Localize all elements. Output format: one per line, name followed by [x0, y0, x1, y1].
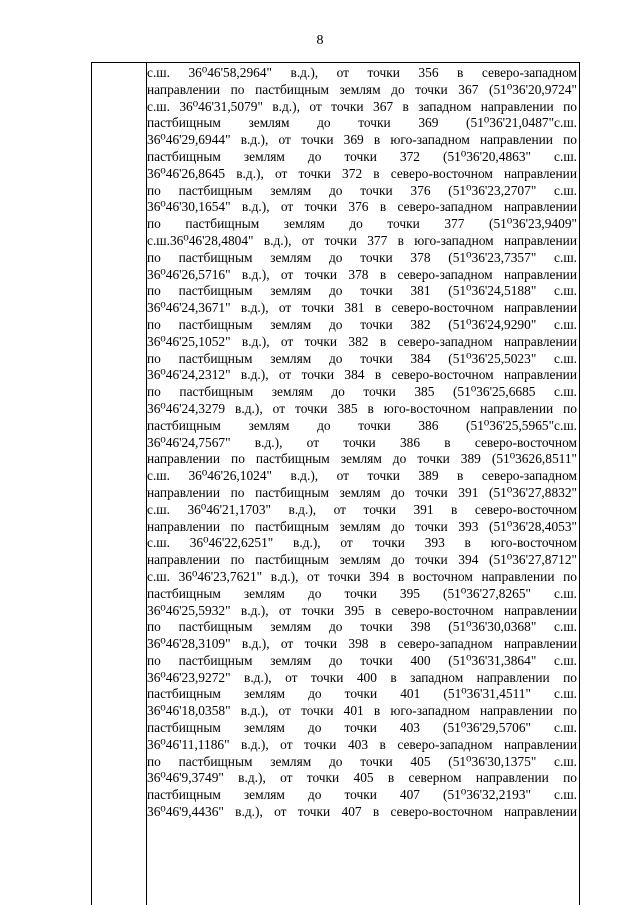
description-column	[147, 65, 577, 821]
text-line: 36⁰46'24,2312" в.д.), от точки 384 в северо-восточном направлении	[147, 367, 577, 383]
text-line: 36⁰46'24,3671" в.д.), от точки 381 в северо-восточном направлении	[147, 300, 577, 316]
text-line: 36⁰46'9,4436" в.д.), от точки 407 в северо-восточном направлении	[147, 804, 577, 820]
text-line: направлении по пастбищным землям до точки 393 (51⁰36'28,4053"	[147, 518, 577, 534]
text-line: по пастбищным землям до точки 382 (51⁰36'24,9290" с.ш.	[147, 316, 577, 332]
text-line: направлении по пастбищным землям до точки 394 (51⁰36'27,8712"	[147, 552, 577, 568]
text-line: пастбищным землям до точки 395 (51⁰36'27,8265" с.ш.	[147, 585, 577, 601]
text-line: направлении по пастбищным землям до точки 391 (51⁰36'27,8832"	[147, 484, 577, 500]
text-line: пастбищным землям до точки 401 (51⁰36'31,4511" с.ш.	[147, 686, 577, 702]
text-line: 36⁰46'24,7567" в.д.), от точки 386 в северо-восточном	[147, 434, 577, 450]
text-line: пастбищным землям до точки 403 (51⁰36'29,5706" с.ш.	[147, 720, 577, 736]
text-line: по пастбищным землям до точки 385 (51⁰36'25,6685 с.ш.	[147, 384, 577, 400]
text-line: направлении по пастбищным землям до точки 367 (51⁰36'20,9724"	[147, 81, 577, 97]
text-line: 36⁰46'23,9272" в.д.), от точки 400 в западном направлении по	[147, 669, 577, 685]
text-line: 36⁰46'26,8645 в.д.), от точки 372 в северо-восточном направлении	[147, 165, 577, 181]
text-line: пастбищным землям до точки 407 (51⁰36'32,2193" с.ш.	[147, 787, 577, 803]
text-line: по пастбищным землям до точки 377 (51⁰36'23,9409"	[147, 216, 577, 232]
text-line: 36⁰46'25,1052" в.д.), от точки 382 в северо-западном направлении	[147, 333, 577, 349]
page-number: 8	[316, 33, 324, 48]
text-line: с.ш. 36⁰46'26,1024" в.д.), от точки 389 в северо-западном	[147, 468, 577, 484]
text-line: направлении по пастбищным землям до точки 389 (51⁰3626,8511"	[147, 451, 577, 467]
text-line: 36⁰46'24,3279 в.д.), от точки 385 в юго-восточном направлении по	[147, 400, 577, 416]
text-line: по пастбищным землям до точки 405 (51⁰36'30,1375" с.ш.	[147, 753, 577, 769]
text-line: по пастбищным землям до точки 381 (51⁰36'24,5188" с.ш.	[147, 283, 577, 299]
text-line: пастбищным землям до точки 369 (51⁰36'21,0487"с.ш.	[147, 115, 577, 131]
text-line: по пастбищным землям до точки 376 (51⁰36'23,2707" с.ш.	[147, 182, 577, 198]
text-line: 36⁰46'9,3749" в.д.), от точки 405 в северном направлении по	[147, 770, 577, 786]
text-line: с.ш. 36⁰46'58,2964" в.д.), от точки 356 в северо-западном	[147, 65, 577, 80]
text-line: 36⁰46'30,1654" в.д.), от точки 376 в северо-западном направлении	[147, 199, 577, 215]
text-line: с.ш. 36⁰46'22,6251" в.д.), от точки 393 в юго-восточном	[147, 535, 577, 551]
text-line: 36⁰46'29,6944" в.д.), от точки 369 в юго-западном направлении по	[147, 132, 577, 148]
text-line: 36⁰46'25,5932" в.д.), от точки 395 в северо-восточном направлении	[147, 602, 577, 618]
text-line: 36⁰46'26,5716" в.д.), от точки 378 в северо-западном направлении	[147, 266, 577, 282]
text-line: пастбищным землям до точки 386 (51⁰36'25,5965"с.ш.	[147, 417, 577, 433]
table-right-border	[579, 63, 580, 905]
text-line: по пастбищным землям до точки 378 (51⁰36'23,7357" с.ш.	[147, 249, 577, 265]
text-line: по пастбищным землям до точки 398 (51⁰36'30,0368" с.ш.	[147, 619, 577, 635]
text-line: с.ш. 36⁰46'21,1703" в.д.), от точки 391 в северо-восточном	[147, 501, 577, 517]
text-line: с.ш.36⁰46'28,4804" в.д.), от точки 377 в юго-западном направлении	[147, 232, 577, 248]
text-line: 36⁰46'18,0358" в.д.), от точки 401 в юго-западном направлении по	[147, 703, 577, 719]
text-line: 36⁰46'11,1186" в.д.), от точки 403 в северо-западном направлении	[147, 736, 577, 752]
text-line: по пастбищным землям до точки 384 (51⁰36'25,5023" с.ш.	[147, 350, 577, 366]
text-line: с.ш. 36⁰46'23,7621" в.д.), от точки 394 в восточном направлении по	[147, 568, 577, 584]
text-line: 36⁰46'28,3109" в.д.), от точки 398 в северо-западном направлении	[147, 636, 577, 652]
document-table	[91, 62, 580, 905]
text-line: по пастбищным землям до точки 400 (51⁰36'31,3864" с.ш.	[147, 652, 577, 668]
text-line: пастбищным землям до точки 372 (51⁰36'20,4863" с.ш.	[147, 148, 577, 164]
text-line: с.ш. 36⁰46'31,5079" в.д.), от точки 367 в западном направлении по	[147, 98, 577, 114]
